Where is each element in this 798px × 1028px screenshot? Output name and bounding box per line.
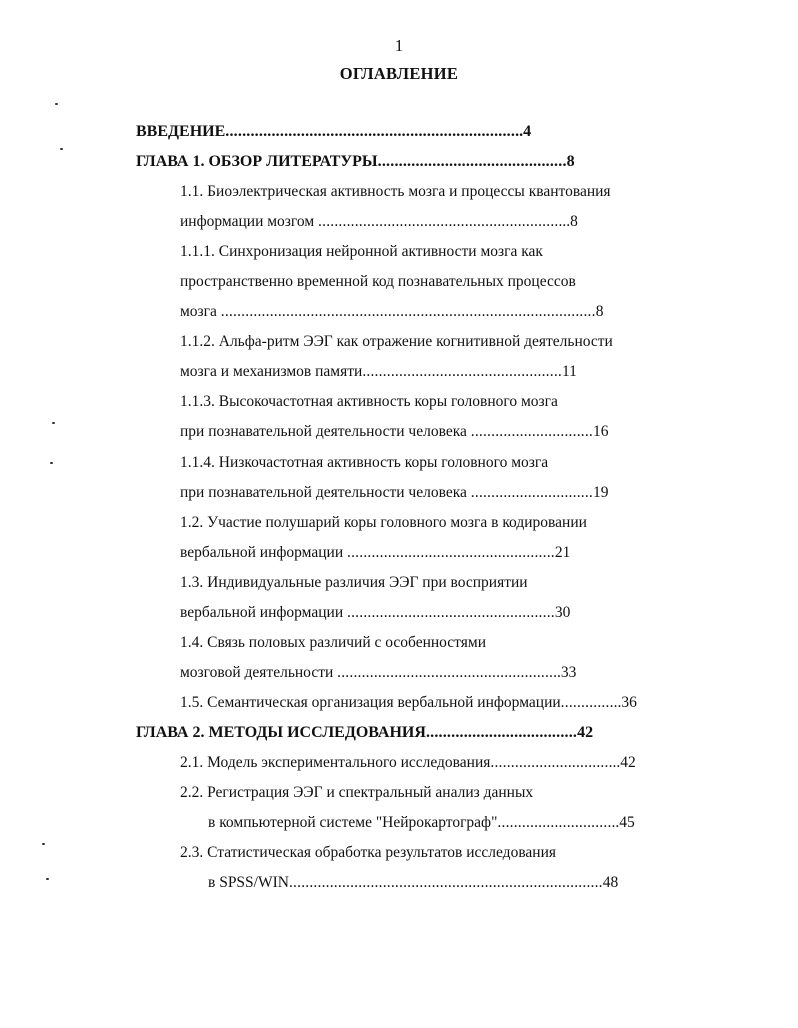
- toc-dots: .............................: [490, 754, 609, 771]
- toc-dots: .................................................: [362, 363, 562, 380]
- scan-speck: [42, 843, 45, 845]
- toc-page: 11: [562, 363, 577, 380]
- scan-speck: [52, 422, 55, 424]
- toc-text: мозга: [180, 303, 221, 320]
- page-number: 1: [394, 36, 404, 55]
- scan-speck: [46, 878, 49, 880]
- toc-text: мозга и механизмов памяти: [180, 363, 363, 380]
- toc-line: [208, 873, 618, 893]
- toc-line: [180, 603, 570, 623]
- toc-text: 1.1.2. Альфа-ритм ЭЭГ как отражение когнитивной деятельности: [180, 333, 613, 350]
- toc-line: [180, 573, 528, 593]
- toc-line: [136, 122, 531, 142]
- scan-speck: [55, 103, 58, 105]
- toc-dots: ...........................................................: [318, 213, 559, 230]
- toc-dots: ............................: [497, 814, 612, 831]
- toc-line: [180, 212, 578, 232]
- toc-line: [180, 633, 486, 653]
- toc-text: 2.2. Регистрация ЭЭГ и спектральный анализ данных: [180, 784, 534, 801]
- toc-page: ..4: [515, 123, 532, 140]
- toc-text: 1.3. Индивидуальные различия ЭЭГ при восприятии: [180, 574, 528, 591]
- toc-line: [180, 182, 611, 202]
- toc-line: [180, 753, 636, 773]
- toc-text: ВВЕДЕНИЕ: [136, 123, 226, 140]
- toc-dots: ..............................: [470, 484, 593, 501]
- toc-page: 30: [554, 604, 571, 621]
- toc-line: [180, 392, 558, 412]
- toc-text: в SPSS/WIN: [208, 874, 289, 891]
- toc-dots: .....................................................: [337, 664, 554, 681]
- toc-dots: ............................................................................................: [220, 303, 596, 320]
- toc-page: 21: [554, 544, 571, 561]
- toc-page: ...8: [558, 213, 578, 230]
- toc-text: 1.1.3. Высокочастотная активность коры головного мозга: [180, 393, 558, 410]
- toc-page: 8: [566, 153, 575, 170]
- toc-dots: .....................................................................: [225, 123, 516, 140]
- toc-text: 1.5. Семантическая организация вербальной информации: [180, 694, 561, 711]
- toc-text: 1.1.1. Синхронизация нейронной активности мозга как: [180, 243, 543, 260]
- toc-text: информации мозгом: [180, 213, 319, 230]
- toc-text: 1.1.4. Низкочастотная активность коры головного мозга: [180, 454, 549, 471]
- toc-line: [180, 693, 637, 713]
- toc-text: вербальной информации: [180, 604, 348, 621]
- toc-line: [180, 453, 548, 473]
- toc-page: ..45: [611, 814, 635, 831]
- toc-text: при познавательной деятельности человека: [180, 484, 471, 501]
- toc-title: ОГЛАВЛЕНИЕ: [339, 64, 459, 83]
- toc-line: [180, 663, 576, 683]
- scan-speck: [60, 148, 63, 150]
- toc-text: при познавательной деятельности человека: [180, 423, 471, 440]
- toc-dots: ..............................: [470, 423, 593, 440]
- toc-text: ГЛАВА 1. ОБЗОР ЛИТЕРАТУРЫ: [136, 153, 378, 170]
- toc-page: 42: [577, 724, 594, 741]
- toc-text: вербальной информации: [180, 544, 348, 561]
- toc-line: [180, 242, 543, 262]
- toc-dots: .............................................................................: [288, 874, 603, 891]
- toc-page: ...42: [608, 754, 636, 771]
- scan-speck: [50, 462, 53, 464]
- toc-line: [180, 422, 609, 442]
- toc-dots: .............................................: [377, 153, 567, 170]
- toc-line: [180, 843, 556, 863]
- toc-page: 8: [595, 303, 604, 320]
- toc-page: ..36: [613, 694, 637, 711]
- toc-page: ..33: [553, 664, 577, 681]
- toc-line: [136, 152, 575, 172]
- toc-page: 48: [602, 874, 619, 891]
- toc-line: [180, 362, 577, 382]
- toc-line: [180, 332, 613, 352]
- toc-line: [136, 723, 593, 743]
- toc-text: 2.3. Статистическая обработка результатов исследования: [180, 844, 557, 861]
- toc-text: ГЛАВА 2. МЕТОДЫ ИССЛЕДОВАНИЯ: [136, 724, 426, 741]
- toc-text: 1.2. Участие полушарий коры головного мозга в кодировании: [180, 514, 587, 531]
- toc-text: пространственно временной код познавательных процессов: [180, 273, 576, 290]
- toc-line: [208, 813, 635, 833]
- toc-page: 16: [593, 423, 609, 440]
- toc-line: [180, 483, 609, 503]
- toc-line: [180, 543, 570, 563]
- toc-text: 2.1. Модель экспериментального исследования: [180, 754, 491, 771]
- toc-text: 1.1. Биоэлектрическая активность мозга и процессы квантования: [180, 183, 611, 200]
- toc-line: [180, 302, 603, 322]
- toc-text: 1.4. Связь половых различий с особенностями: [180, 634, 486, 651]
- toc-dots: .............: [560, 694, 614, 711]
- toc-page: 19: [593, 484, 609, 501]
- toc-text: мозговой деятельности: [180, 664, 338, 681]
- toc-line: [180, 272, 576, 292]
- toc-line: [180, 783, 533, 803]
- toc-dots: ...................................................: [347, 544, 555, 561]
- toc-text: в компьютерной системе "Нейрокартограф": [208, 814, 498, 831]
- toc-line: [180, 513, 587, 533]
- toc-dots: ....................................: [425, 724, 578, 741]
- toc-dots: ...................................................: [347, 604, 555, 621]
